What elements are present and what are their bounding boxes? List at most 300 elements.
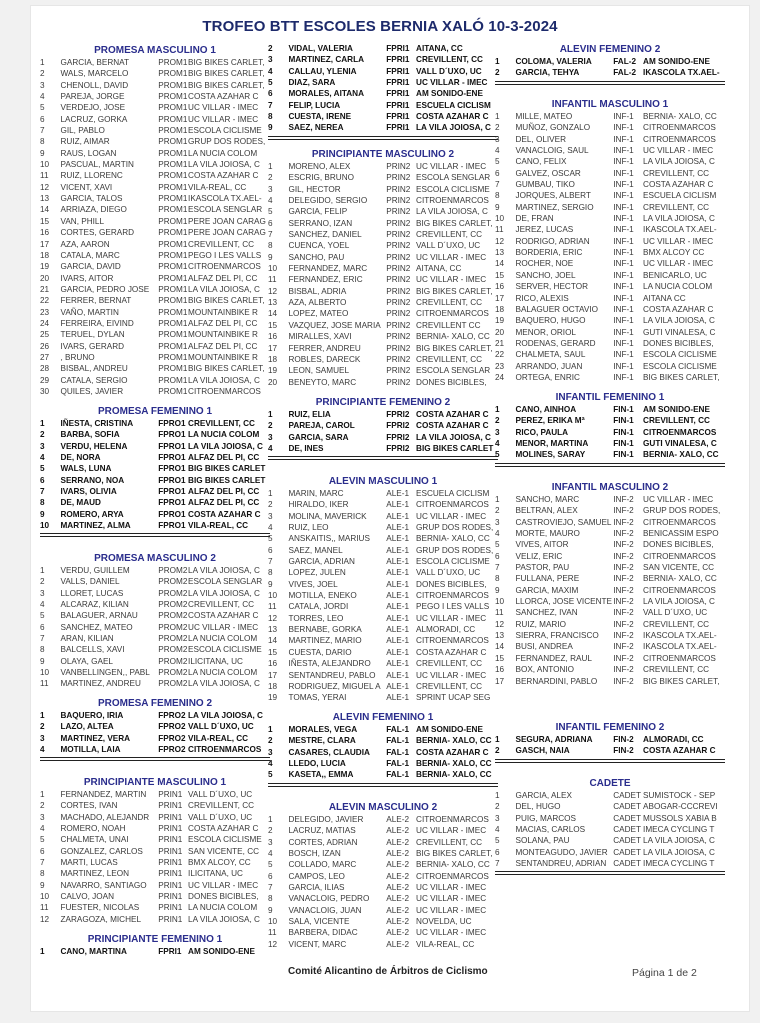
cell-club: CITROENMARCOS bbox=[643, 551, 716, 561]
cell-category: INF-1 bbox=[613, 327, 634, 337]
cell-position: 8 bbox=[268, 112, 273, 122]
section-principiante-femenino-1-cont bbox=[268, 43, 498, 140]
result-row bbox=[40, 633, 270, 644]
cell-category: ALE-2 bbox=[386, 815, 410, 824]
cell-position: 8 bbox=[268, 241, 273, 251]
cell-name: GONZALEZ, CARLOS bbox=[60, 846, 143, 856]
cell-club: AITANA CC bbox=[643, 293, 686, 303]
cell-name: SENTANDREU, ADRIAN bbox=[515, 859, 607, 869]
cell-position: 6 bbox=[495, 847, 500, 857]
cell-club: UC VILLAR - IMEC bbox=[643, 236, 714, 246]
cell-name: FULLANA, PERE bbox=[515, 574, 580, 584]
cell-position: 16 bbox=[268, 332, 278, 342]
cell-club: IKASCOLA TX.AEL- bbox=[643, 225, 717, 235]
result-row bbox=[268, 409, 498, 420]
section-cadete bbox=[495, 777, 725, 875]
cell-name: SANCHEZ, IVAN bbox=[515, 608, 578, 618]
cell-category: INF-1 bbox=[613, 248, 634, 258]
cell-position: 2 bbox=[268, 173, 273, 183]
cell-name: DE, FRAN bbox=[515, 214, 554, 224]
cell-category: INF-1 bbox=[613, 293, 634, 303]
cell-category: PRIN2 bbox=[386, 196, 411, 206]
section-alevin-femenino-2 bbox=[495, 43, 725, 85]
result-row bbox=[495, 213, 725, 224]
cell-category: PROM2 bbox=[158, 679, 188, 689]
cell-position: 11 bbox=[40, 679, 49, 689]
result-row bbox=[495, 404, 725, 415]
section-title: CADETE bbox=[589, 778, 631, 789]
result-row bbox=[268, 814, 498, 825]
cell-name: DEL, HUGO bbox=[515, 802, 561, 812]
cell-position: 5 bbox=[495, 540, 500, 550]
cell-name: GARCIA, TALOS bbox=[60, 194, 123, 204]
cell-position: 3 bbox=[40, 812, 45, 822]
cell-club: UC VILLAR - IMEC bbox=[643, 495, 714, 504]
cell-club: ESCOLA CICLISME bbox=[643, 350, 717, 360]
section-infantil-femenino-1 bbox=[495, 391, 725, 467]
cell-name: BISBAL, ADRIA bbox=[288, 286, 347, 296]
cell-club: DONES BICIBLES, bbox=[643, 338, 714, 348]
result-row bbox=[268, 331, 498, 342]
cell-club: CREVILLENT CC bbox=[416, 320, 481, 330]
cell-name: CHENOLL, DAVID bbox=[60, 80, 129, 90]
result-row bbox=[268, 624, 498, 635]
result-row bbox=[495, 505, 725, 516]
result-row bbox=[40, 91, 270, 102]
section-alevin-femenino-1 bbox=[268, 711, 498, 787]
cell-name: MARTINEZ, LEON bbox=[60, 869, 130, 879]
cell-position: 23 bbox=[40, 307, 50, 317]
cell-category: INF-1 bbox=[613, 134, 634, 144]
cell-club: LA NUCIA COLOM bbox=[188, 634, 258, 644]
cell-position: 15 bbox=[268, 320, 278, 330]
cell-name: VIVES, AITOR bbox=[515, 540, 569, 550]
cell-category: FAL-2 bbox=[613, 68, 636, 78]
result-row bbox=[495, 835, 725, 846]
result-row bbox=[40, 363, 270, 374]
cell-name: SAEZ, NEREA bbox=[288, 123, 344, 133]
result-row bbox=[40, 812, 270, 823]
result-row bbox=[495, 349, 725, 360]
cell-category: ALE-2 bbox=[386, 849, 410, 859]
cell-category: PRIN2 bbox=[386, 377, 411, 387]
cell-position: 16 bbox=[495, 665, 505, 675]
cell-position: 3 bbox=[268, 55, 273, 65]
cell-category: PROM2 bbox=[158, 566, 188, 575]
cell-category: ALE-1 bbox=[386, 670, 410, 680]
result-row bbox=[268, 567, 498, 578]
cell-name: RODENAS, GERARD bbox=[515, 338, 596, 348]
cell-club: CREVILLENT, CC bbox=[416, 659, 483, 669]
cell-club: IMECA CYCLING T bbox=[643, 825, 715, 835]
cell-category: PROM1 bbox=[158, 352, 188, 362]
section-principiante-femenino-1 bbox=[40, 933, 270, 957]
result-row bbox=[40, 463, 270, 474]
cell-name: LLORCA, JOSE VICENTE bbox=[515, 597, 612, 607]
result-row bbox=[40, 239, 270, 250]
cell-category: INF-1 bbox=[613, 202, 634, 212]
cell-name: FELIP, LUCIA bbox=[288, 100, 341, 110]
cell-name: IÑESTA, ALEJANDRO bbox=[288, 659, 371, 669]
cell-position: 8 bbox=[495, 574, 500, 584]
cell-club: IKASCOLA TX.AEL- bbox=[188, 194, 262, 204]
cell-club: CITROENMARCOS bbox=[416, 636, 489, 646]
result-row bbox=[495, 824, 725, 835]
result-row bbox=[495, 270, 725, 281]
cell-position: 24 bbox=[40, 318, 50, 328]
cell-category: PROM1 bbox=[158, 160, 188, 170]
cell-name: GARCIA, TEHYA bbox=[515, 68, 580, 78]
cell-name: MOLINES, SARAY bbox=[515, 450, 586, 460]
cell-name: IVARS, OLIVIA bbox=[60, 487, 117, 497]
cell-name: ARRIAZA, DIEGO bbox=[60, 205, 127, 215]
result-row bbox=[495, 361, 725, 372]
cell-category: FPRO1 bbox=[158, 441, 186, 451]
result-row bbox=[495, 145, 725, 156]
cell-club: COSTA AZAHAR C bbox=[188, 824, 259, 834]
cell-name: PAREJA, JORGE bbox=[60, 92, 125, 102]
cell-category: ALE-2 bbox=[386, 871, 410, 881]
result-row bbox=[495, 372, 725, 383]
cell-name: BUSI, ANDREA bbox=[515, 642, 573, 652]
cell-category: PRIN2 bbox=[386, 343, 411, 353]
section-title: INFANTIL FEMENINO 2 bbox=[555, 722, 665, 733]
cell-club: CREVILLENT, CC bbox=[643, 416, 710, 426]
cell-category: INF-1 bbox=[613, 350, 634, 360]
result-row bbox=[495, 134, 725, 145]
cell-position: 16 bbox=[495, 282, 505, 292]
cell-club: PERE JOAN CARAG bbox=[188, 216, 266, 226]
cell-name: VAN, PHILL bbox=[60, 216, 105, 226]
cell-category: PROM2 bbox=[158, 645, 188, 655]
cell-name: BARBERA, DIDAC bbox=[288, 928, 358, 938]
cell-position: 6 bbox=[268, 545, 273, 555]
cell-position: 8 bbox=[268, 568, 273, 578]
cell-position: 9 bbox=[268, 123, 273, 133]
section-divider bbox=[268, 456, 498, 460]
cell-position: 12 bbox=[495, 236, 505, 246]
result-row bbox=[40, 170, 270, 181]
cell-position: 10 bbox=[495, 597, 505, 607]
cell-category: PROM1 bbox=[158, 126, 188, 136]
cell-club: GRUP DOS RODES, bbox=[188, 137, 266, 147]
section-title: INFANTIL MASCULINO 2 bbox=[551, 482, 669, 493]
cell-category: ALE-1 bbox=[386, 579, 410, 589]
result-row bbox=[40, 204, 270, 215]
result-row bbox=[495, 790, 725, 801]
result-row bbox=[40, 497, 270, 508]
cell-name: NAVARRO, SANTIAGO bbox=[60, 880, 147, 890]
cell-club: UC VILLAR - IMEC bbox=[188, 103, 259, 113]
cell-position: 17 bbox=[40, 239, 50, 249]
cell-category: CADET bbox=[613, 859, 641, 869]
result-row bbox=[268, 354, 498, 365]
cell-position: 11 bbox=[40, 171, 49, 181]
cell-category: CADET bbox=[613, 791, 641, 800]
cell-club: BIG BIKES CARLET, bbox=[188, 69, 265, 79]
result-row bbox=[40, 250, 270, 261]
cell-position: 1 bbox=[40, 419, 45, 428]
cell-position: 6 bbox=[40, 622, 45, 632]
cell-club: CREVILLENT, CC bbox=[643, 619, 710, 629]
section-divider bbox=[495, 871, 725, 875]
cell-club: CITROENMARCOS bbox=[643, 123, 716, 133]
footer-page-number: Página 1 de 2 bbox=[632, 967, 697, 979]
cell-name: COLLADO, MARC bbox=[288, 860, 357, 870]
cell-club: MOUNTAINBIKE R bbox=[188, 330, 258, 340]
cell-category: PRIN1 bbox=[158, 846, 183, 856]
cell-name: MORENO, ALEX bbox=[288, 162, 351, 171]
cell-position: 18 bbox=[40, 250, 50, 260]
cell-position: 21 bbox=[40, 284, 50, 294]
cell-name: GARCIA, ALEX bbox=[515, 791, 572, 800]
cell-position: 1 bbox=[40, 790, 45, 799]
cell-club: BENICARLO, UC bbox=[643, 270, 707, 280]
cell-category: FPRI2 bbox=[386, 432, 410, 442]
cell-name: MARTINEZ, CARLA bbox=[288, 55, 364, 65]
result-row bbox=[268, 263, 498, 274]
result-row bbox=[495, 67, 725, 78]
cell-club: UC VILLAR - IMEC bbox=[416, 78, 488, 88]
cell-category: PROM1 bbox=[158, 250, 188, 260]
cell-name: CASARES, CLAUDIA bbox=[288, 747, 370, 757]
cell-category: FPRO2 bbox=[158, 722, 186, 732]
result-row bbox=[495, 607, 725, 618]
cell-category: PRIN1 bbox=[158, 824, 183, 834]
result-row bbox=[40, 261, 270, 272]
cell-name: PASCUAL, MARTIN bbox=[60, 160, 134, 170]
cell-club: COSTA AZAHAR C bbox=[416, 747, 489, 757]
cell-position: 1 bbox=[495, 57, 500, 66]
cell-club: LA VILA JOIOSA, C bbox=[188, 711, 263, 720]
cell-category: PROM1 bbox=[158, 171, 188, 181]
section-promesa-masculino-1 bbox=[40, 44, 270, 397]
cell-club: DONES BICIBLES, bbox=[643, 540, 714, 550]
cell-category: PROM1 bbox=[158, 239, 188, 249]
cell-name: RUIZ, ELIA bbox=[288, 410, 331, 419]
cell-club: ESCOLA CICLISME bbox=[188, 645, 262, 655]
cell-position: 2 bbox=[40, 430, 45, 440]
cell-position: 12 bbox=[268, 613, 278, 623]
result-row bbox=[268, 837, 498, 848]
cell-position: 4 bbox=[495, 529, 500, 539]
cell-position: 3 bbox=[495, 813, 500, 823]
cell-category: FPRI2 bbox=[386, 444, 410, 454]
cell-name: LLEDO, LUCIA bbox=[288, 759, 346, 769]
cell-name: MILLE, MATEO bbox=[515, 112, 573, 121]
cell-club: SAN VICENTE, CC bbox=[643, 563, 715, 573]
cell-name: ROMERO, ARYA bbox=[60, 509, 124, 519]
cell-club: UC VILLAR - IMEC bbox=[416, 826, 487, 836]
result-row bbox=[268, 206, 498, 217]
cell-club: GUTI VINALESA, C bbox=[643, 439, 717, 449]
cell-club: ESCUELA CICLISM bbox=[643, 191, 717, 201]
cell-category: INF-2 bbox=[613, 563, 634, 573]
result-row bbox=[268, 848, 498, 859]
cell-category: FPRO1 bbox=[158, 498, 186, 508]
result-row bbox=[40, 227, 270, 238]
cell-club: BERNIA- XALO, CC bbox=[643, 112, 717, 121]
cell-category: PROM1 bbox=[158, 148, 188, 158]
cell-name: LACRUZ, MATIAS bbox=[288, 826, 356, 836]
result-row bbox=[40, 834, 270, 845]
section-title: PRINCIPIANTE MASCULINO 1 bbox=[83, 777, 227, 788]
cell-category: INF-2 bbox=[613, 551, 634, 561]
cell-club: LA VILA JOIOSA, C bbox=[188, 284, 260, 294]
cell-position: 4 bbox=[40, 453, 45, 463]
cell-name: BORDERIA, ERIC bbox=[515, 248, 583, 258]
cell-club: NOVELDA, UC bbox=[416, 917, 472, 927]
cell-name: BALCELLS, XAVI bbox=[60, 645, 125, 655]
cell-club: CITROENMARCOS bbox=[416, 500, 489, 510]
result-row bbox=[495, 585, 725, 596]
cell-club: LA VILA JOIOSA, C bbox=[643, 597, 715, 607]
cell-club: DONES BICIBLES, bbox=[416, 377, 487, 387]
cell-club: PEGO I LES VALLS bbox=[188, 250, 262, 260]
cell-position: 4 bbox=[268, 849, 273, 859]
cell-position: 17 bbox=[495, 293, 505, 303]
result-row bbox=[40, 125, 270, 136]
section-principiante-masculino-1 bbox=[40, 776, 270, 925]
cell-name: CALLAU, YLENIA bbox=[288, 66, 357, 76]
cell-category: ALE-2 bbox=[386, 939, 410, 949]
cell-name: DE, MAUD bbox=[60, 498, 101, 508]
cell-club: MOUNTAINBIKE R bbox=[188, 352, 258, 362]
cell-club: VALL D´UXO, UC bbox=[416, 568, 481, 578]
result-row bbox=[495, 293, 725, 304]
cell-club: AM SONIDO-ENE bbox=[416, 89, 483, 99]
section-title: PROMESA FEMENINO 2 bbox=[97, 698, 213, 709]
cell-position: 1 bbox=[495, 112, 500, 121]
cell-position: 13 bbox=[495, 631, 505, 641]
cell-club: LA VILA JOIOSA, C bbox=[188, 588, 260, 598]
cell-category: PRIN2 bbox=[386, 162, 411, 171]
cell-name: CORTES, ADRIAN bbox=[288, 837, 358, 847]
result-row bbox=[495, 281, 725, 292]
cell-category: FAL-1 bbox=[386, 736, 409, 746]
cell-position: 11 bbox=[268, 275, 277, 285]
cell-club: CITROENMARCOS bbox=[416, 871, 489, 881]
result-row bbox=[495, 562, 725, 573]
cell-name: FERRER, BERNAT bbox=[60, 296, 132, 306]
result-row bbox=[495, 56, 725, 67]
cell-position: 3 bbox=[495, 427, 500, 437]
cell-category: PROM1 bbox=[158, 205, 188, 215]
cell-category: INF-2 bbox=[613, 585, 634, 595]
cell-position: 1 bbox=[268, 162, 273, 171]
cell-club: LA VILA JOIOSA, C bbox=[188, 375, 260, 385]
cell-name: SANCHO, JOEL bbox=[515, 270, 576, 280]
result-row bbox=[40, 789, 270, 800]
cell-position: 5 bbox=[40, 835, 45, 845]
result-row bbox=[268, 377, 498, 388]
cell-position: 14 bbox=[268, 309, 278, 319]
section-title: ALEVIN MASCULINO 1 bbox=[328, 476, 438, 487]
cell-category: INF-2 bbox=[613, 495, 634, 504]
cell-category: INF-2 bbox=[613, 608, 634, 618]
cell-name: VAÑO, MARTIN bbox=[60, 307, 119, 317]
section-infantil-masculino-2 bbox=[495, 481, 725, 687]
cell-name: ORTEGA, ENRIC bbox=[515, 372, 580, 382]
cell-club: IMECA CYCLING T bbox=[643, 859, 715, 869]
cell-position: 21 bbox=[495, 338, 505, 348]
result-row bbox=[40, 846, 270, 857]
cell-category: PRIN2 bbox=[386, 264, 411, 274]
cell-name: AZA, AARON bbox=[60, 239, 110, 249]
cell-club: CITROENMARCOS bbox=[416, 309, 489, 319]
cell-category: PRIN2 bbox=[386, 332, 411, 342]
result-row bbox=[268, 556, 498, 567]
cell-category: ALE-1 bbox=[386, 625, 410, 635]
result-row bbox=[268, 735, 498, 746]
cell-category: ALE-1 bbox=[386, 659, 410, 669]
cell-name: FERRER, ANDREU bbox=[288, 343, 361, 353]
cell-name: CATALA, SERGIO bbox=[60, 375, 128, 385]
cell-name: FUESTER, NICOLAS bbox=[60, 903, 140, 913]
result-row bbox=[495, 641, 725, 652]
cell-position: 15 bbox=[495, 270, 505, 280]
result-row bbox=[40, 352, 270, 363]
cell-category: FPRO2 bbox=[158, 733, 186, 743]
cell-name: BAQUERO, HUGO bbox=[515, 316, 586, 326]
cell-position: 1 bbox=[40, 58, 45, 67]
cell-category: INF-2 bbox=[613, 631, 634, 641]
cell-name: MORALES, VEGA bbox=[288, 725, 358, 734]
cell-category: INF-2 bbox=[613, 506, 634, 516]
result-row bbox=[40, 273, 270, 284]
cell-category: PRIN1 bbox=[158, 903, 183, 913]
cell-name: BELTRAN, ALEX bbox=[515, 506, 578, 516]
result-row bbox=[495, 619, 725, 630]
cell-category: INF-1 bbox=[613, 316, 634, 326]
cell-name: VALLS, DANIEL bbox=[60, 577, 120, 587]
cell-club: BERNIA- XALO, CC bbox=[416, 759, 492, 769]
cell-position: 2 bbox=[268, 736, 273, 746]
cell-name: BISBAL, ANDREU bbox=[60, 364, 128, 374]
cell-category: INF-1 bbox=[613, 146, 634, 156]
cell-name: MARTINEZ, ANDREU bbox=[60, 679, 141, 689]
result-row bbox=[495, 111, 725, 122]
result-row bbox=[268, 635, 498, 646]
cell-name: MORTE, MAURO bbox=[515, 529, 580, 539]
result-row bbox=[495, 573, 725, 584]
cell-club: CITROENMARCOS bbox=[643, 653, 716, 663]
cell-name: ESCRIG, BRUNO bbox=[288, 173, 354, 183]
cell-name: LAZO, ALTEA bbox=[60, 722, 114, 732]
cell-name: DE, INES bbox=[288, 444, 324, 454]
result-row bbox=[268, 320, 498, 331]
cell-club: ESCOLA CICLISME bbox=[188, 126, 262, 136]
cell-name: GIL, PABLO bbox=[60, 126, 105, 136]
cell-position: 3 bbox=[40, 733, 45, 743]
result-row bbox=[268, 882, 498, 893]
result-row bbox=[495, 202, 725, 213]
result-row bbox=[40, 114, 270, 125]
cell-name: BAQUERO, IRIA bbox=[60, 711, 124, 720]
cell-category: PRIN2 bbox=[386, 184, 411, 194]
cell-category: INF-2 bbox=[613, 529, 634, 539]
cell-club: CITROENMARCOS bbox=[416, 196, 489, 206]
cell-position: 2 bbox=[495, 416, 500, 426]
cell-category: CADET bbox=[613, 836, 641, 846]
result-row bbox=[268, 343, 498, 354]
cell-club: COSTA AZAHAR C bbox=[643, 746, 716, 756]
cell-position: 2 bbox=[268, 421, 273, 431]
cell-name: SOLANA, PAU bbox=[515, 836, 570, 846]
cell-position: 18 bbox=[268, 681, 278, 691]
cell-position: 1 bbox=[268, 725, 273, 734]
cell-name: LOPEZ, MATEO bbox=[288, 309, 349, 319]
